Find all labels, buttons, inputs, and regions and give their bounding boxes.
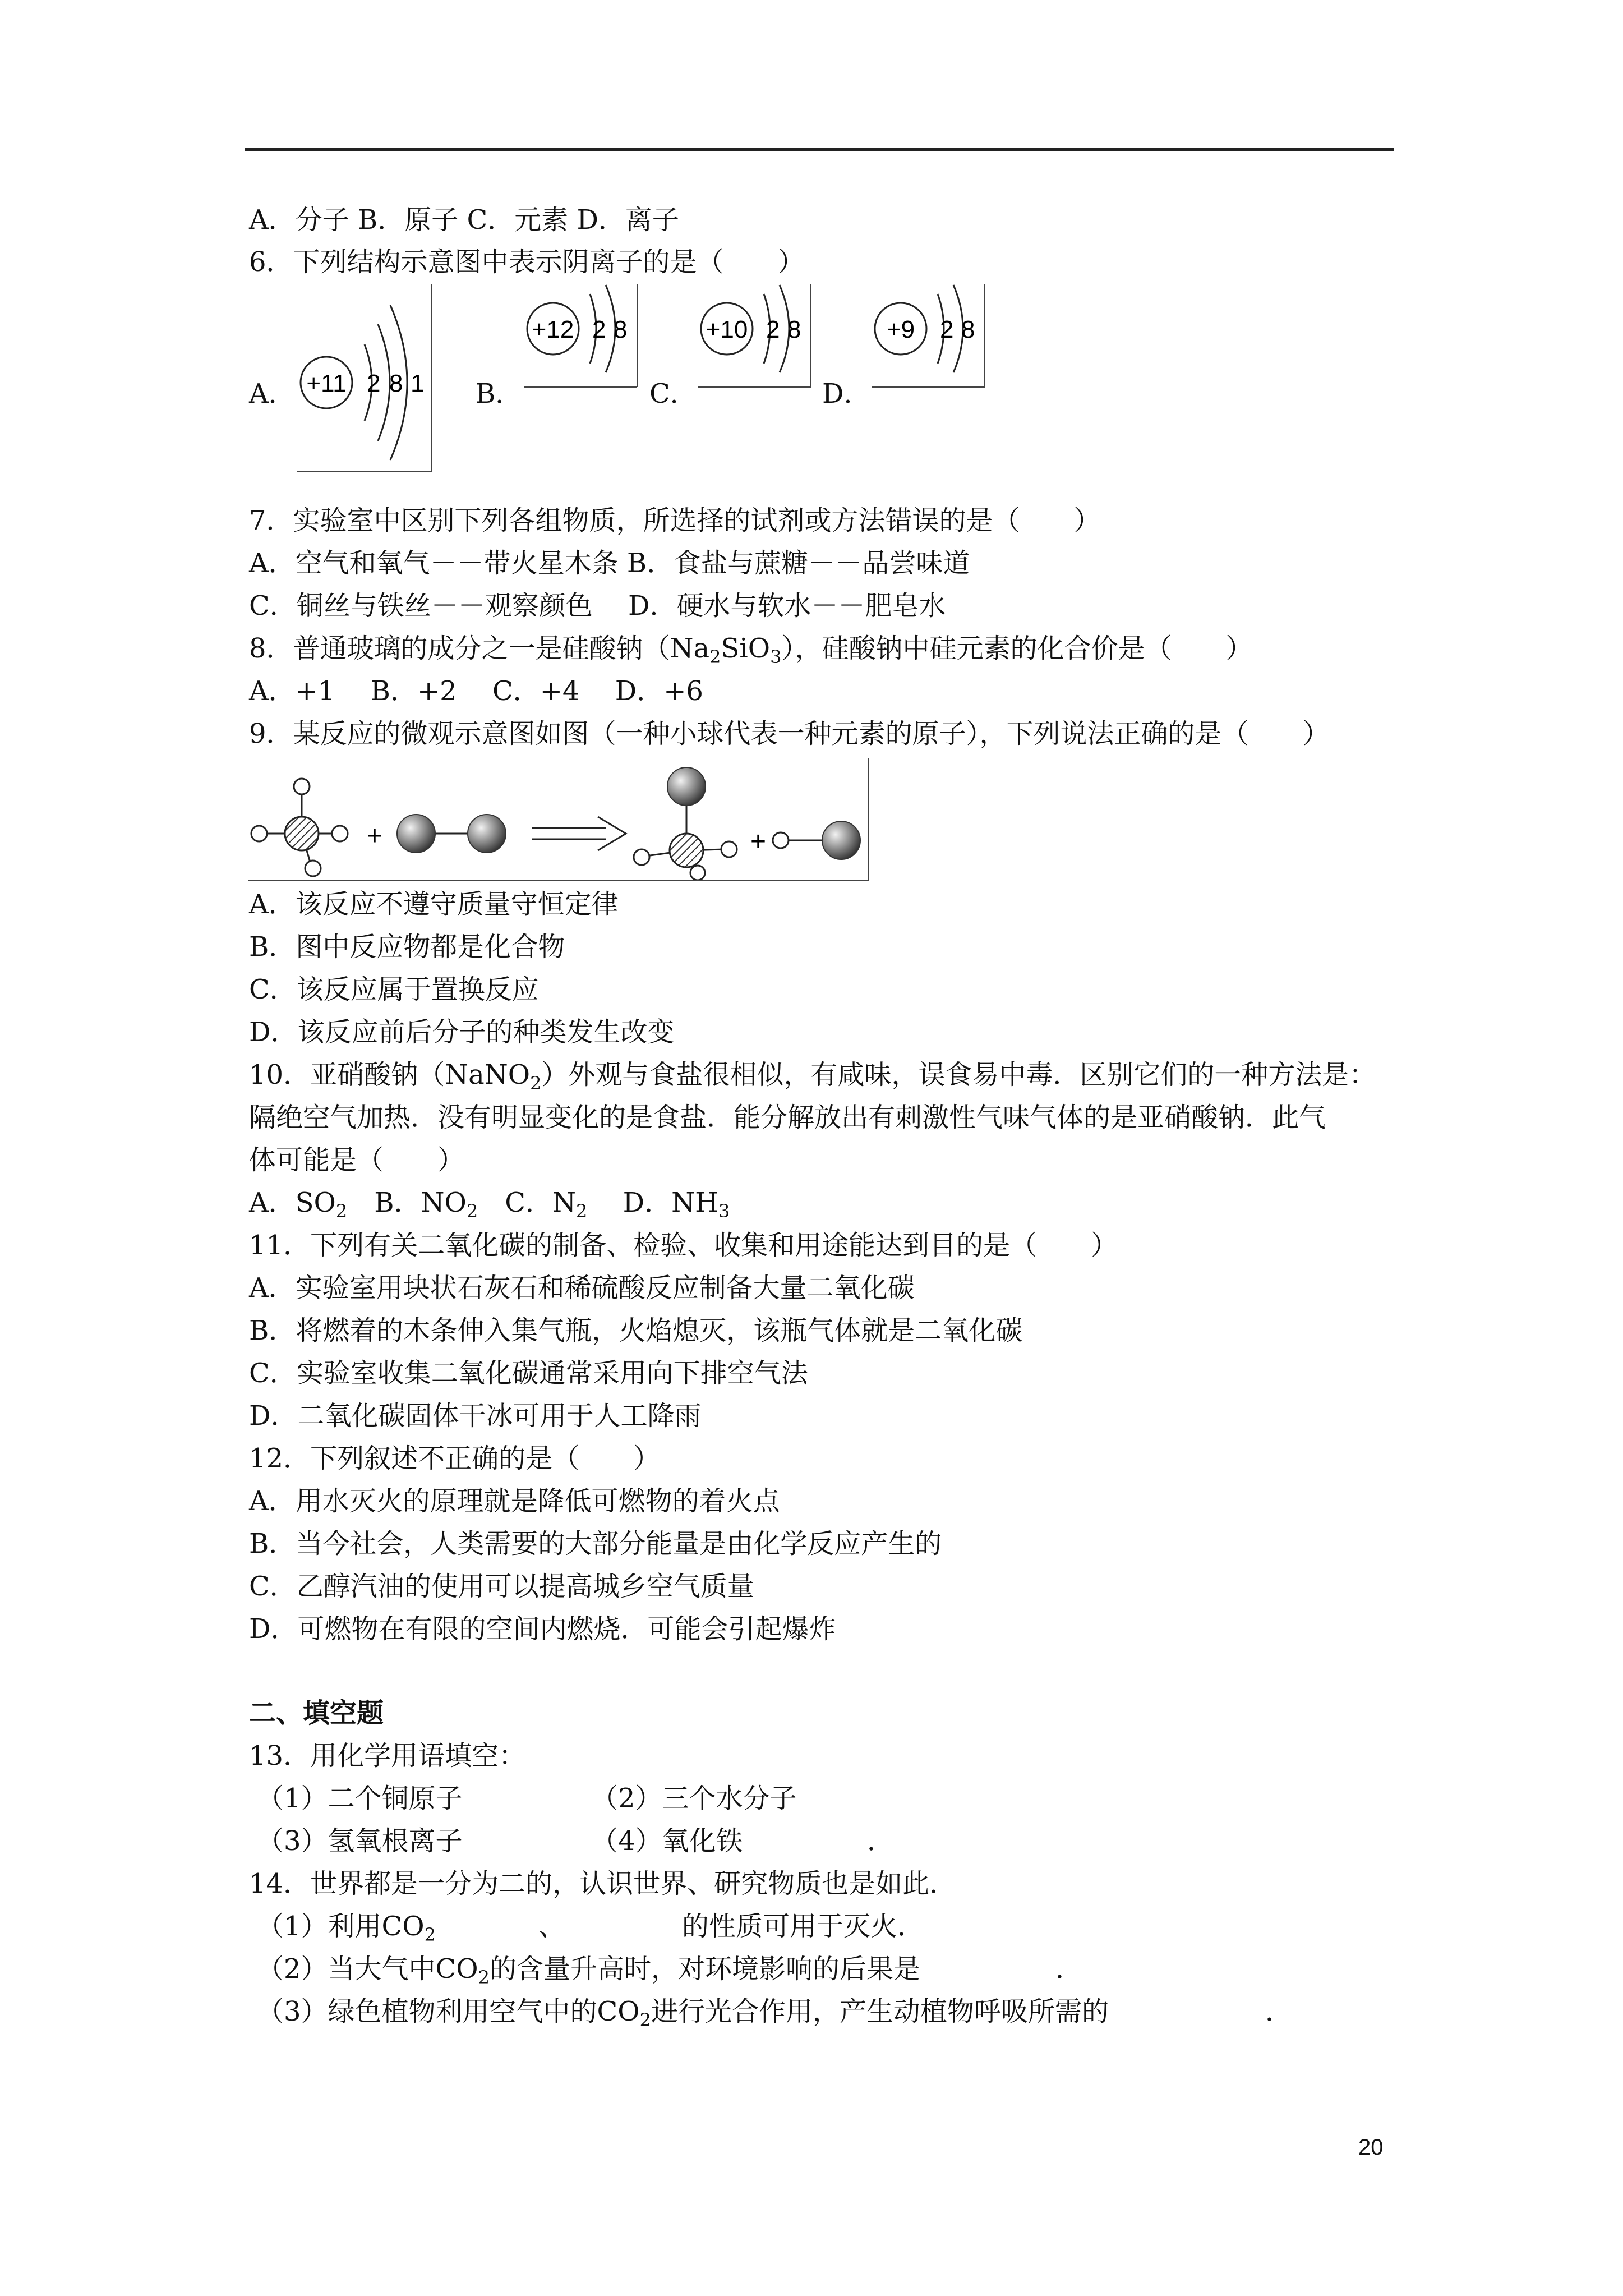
q14-part3: （3）绿色植物利用空气中的$CO_2$进行光合作用，产生动植物呼吸所需的 xyxy=(257,1996,1109,2031)
q9-option-c: C．该反应属于置换反应 xyxy=(249,974,539,1005)
q13-part1: （1）二个铜原子 xyxy=(257,1783,463,1814)
q5-options: A．分子 B．原子 C．元素 D．离子 xyxy=(249,204,679,236)
page-number: 20 xyxy=(1358,2135,1384,2160)
q8-options: A．+1 B．+2 C．+4 D．+6 xyxy=(249,675,703,707)
q6-option-c-label: C． xyxy=(649,378,697,409)
nucleus-charge: +12 xyxy=(532,316,574,343)
q9-stem: 9．某反应的微观示意图如图（一种小球代表一种元素的原子），下列说法正确的是（ ） xyxy=(249,718,1330,749)
plus-sign: + xyxy=(367,821,383,851)
shell-count: 2 xyxy=(766,316,780,343)
shell-count: 1 xyxy=(411,370,425,397)
nucleus-charge: +10 xyxy=(706,316,748,343)
nucleus-charge: +9 xyxy=(886,316,915,343)
q12-option-b: B．当今社会，人类需要的大部分能量是由化学反应产生的 xyxy=(249,1528,942,1559)
q12-option-d: D．可燃物在有限的空间内燃烧．可能会引起爆炸 xyxy=(249,1613,836,1645)
q6-diagram-d xyxy=(866,283,987,389)
q6-diagram-b xyxy=(518,283,639,389)
reaction-arrow xyxy=(532,817,626,850)
plus-sign: + xyxy=(750,827,767,857)
q10-options: A．$SO_2$ B．$NO_2$ C．$N_2$ D．$NH_3$ xyxy=(249,1187,730,1222)
shell-count: 8 xyxy=(787,316,801,343)
q12-stem: 12．下列叙述不正确的是（ ） xyxy=(249,1443,661,1474)
q11-option-a: A．实验室用块状石灰石和稀硫酸反应制备大量二氧化碳 xyxy=(249,1272,915,1304)
shell-count: 8 xyxy=(614,316,628,343)
q14-part1: （1）利用$CO_2$ xyxy=(257,1911,436,1945)
q10-line3: 体可能是（ ） xyxy=(249,1144,465,1176)
q12-option-a: A．用水灭火的原理就是降低可燃物的着火点 xyxy=(249,1485,780,1517)
q9-reaction-diagram xyxy=(247,757,870,882)
shell-count: 8 xyxy=(961,316,975,343)
q11-option-d: D．二氧化碳固体干冰可用于人工降雨 xyxy=(249,1400,702,1432)
q13-part4: （4）氧化铁 xyxy=(591,1825,743,1857)
q14-part3-end: ． xyxy=(1265,1996,1293,2027)
q7-options-line1: A．空气和氧气－－带火星木条 B．食盐与蔗糖－－品尝味道 xyxy=(249,547,970,579)
reactant-molecule xyxy=(251,779,348,876)
product-molecule xyxy=(634,767,737,880)
q12-option-c: C．乙醇汽油的使用可以提高城乡空气质量 xyxy=(249,1571,754,1602)
q10-line2: 隔绝空气加热．没有明显变化的是食盐．能分解放出有刺激性气味气体的是亚硝酸钠．此气 xyxy=(249,1102,1326,1133)
q13-stem: 13．用化学用语填空： xyxy=(249,1740,526,1772)
q11-option-c: C．实验室收集二氧化碳通常采用向下排空气法 xyxy=(249,1358,808,1389)
section-heading: 二、填空题 xyxy=(249,1697,384,1729)
q6-stem: 6．下列结构示意图中表示阴离子的是（ ） xyxy=(249,246,805,278)
q10-line1: 10．亚硝酸钠（NaNO$_2$）外观与食盐很相似，有咸味，误食易中毒．区别它们的一种方法是： xyxy=(249,1059,1376,1094)
q11-option-b: B．将燃着的木条伸入集气瓶，火焰熄灭，该瓶气体就是二氧化碳 xyxy=(249,1315,1023,1346)
q14-part2: （2）当大气中$CO_2$的含量升高时，对环境影响的后果是 xyxy=(257,1953,920,1988)
product-molecule xyxy=(773,821,860,859)
q11-stem: 11．下列有关二氧化碳的制备、检验、收集和用途能达到目的是（ ） xyxy=(249,1230,1118,1261)
q7-stem: 7．实验室中区别下列各组物质，所选择的试剂或方法错误的是（ ） xyxy=(249,505,1101,536)
shell-count: 2 xyxy=(940,316,954,343)
shell-count: 8 xyxy=(389,370,403,397)
shell-count: 2 xyxy=(592,316,606,343)
shell-count: 2 xyxy=(367,370,381,397)
q8-stem: 8．普通玻璃的成分之一是硅酸钠$(Na_2SiO_3)$，硅酸钠中硅元素的化合价是（ ） xyxy=(249,633,1253,668)
q13-end-period: ． xyxy=(867,1825,895,1857)
q6-diagram-a xyxy=(286,283,435,473)
q9-option-a: A．该反应不遵守质量守恒定律 xyxy=(249,889,619,920)
q6-option-d-label: D． xyxy=(822,378,871,409)
nucleus-charge: +11 xyxy=(306,370,347,397)
q6-option-b-label: B． xyxy=(476,378,523,409)
q13-part2: （2）三个水分子 xyxy=(591,1783,797,1814)
q9-option-b: B．图中反应物都是化合物 xyxy=(249,931,565,963)
q14-stem: 14．世界都是一分为二的，认识世界、研究物质也是如此． xyxy=(249,1868,957,1899)
q13-part3: （3）氢氧根离子 xyxy=(257,1825,463,1857)
q6-option-a-label: A． xyxy=(249,378,296,409)
q9-option-d: D．该反应前后分子的种类发生改变 xyxy=(249,1016,675,1048)
reactant-molecule xyxy=(397,815,506,853)
q14-part1-rest: 的性质可用于灭火． xyxy=(682,1911,925,1942)
q6-diagram-c xyxy=(692,283,813,389)
q7-options-line2: C．铜丝与铁丝－－观察颜色 D．硬水与软水－－肥皂水 xyxy=(249,590,946,622)
q14-part1-sep: 、 xyxy=(538,1911,566,1942)
q14-part2-end: ． xyxy=(1055,1953,1083,1985)
header-rule xyxy=(245,148,1394,151)
